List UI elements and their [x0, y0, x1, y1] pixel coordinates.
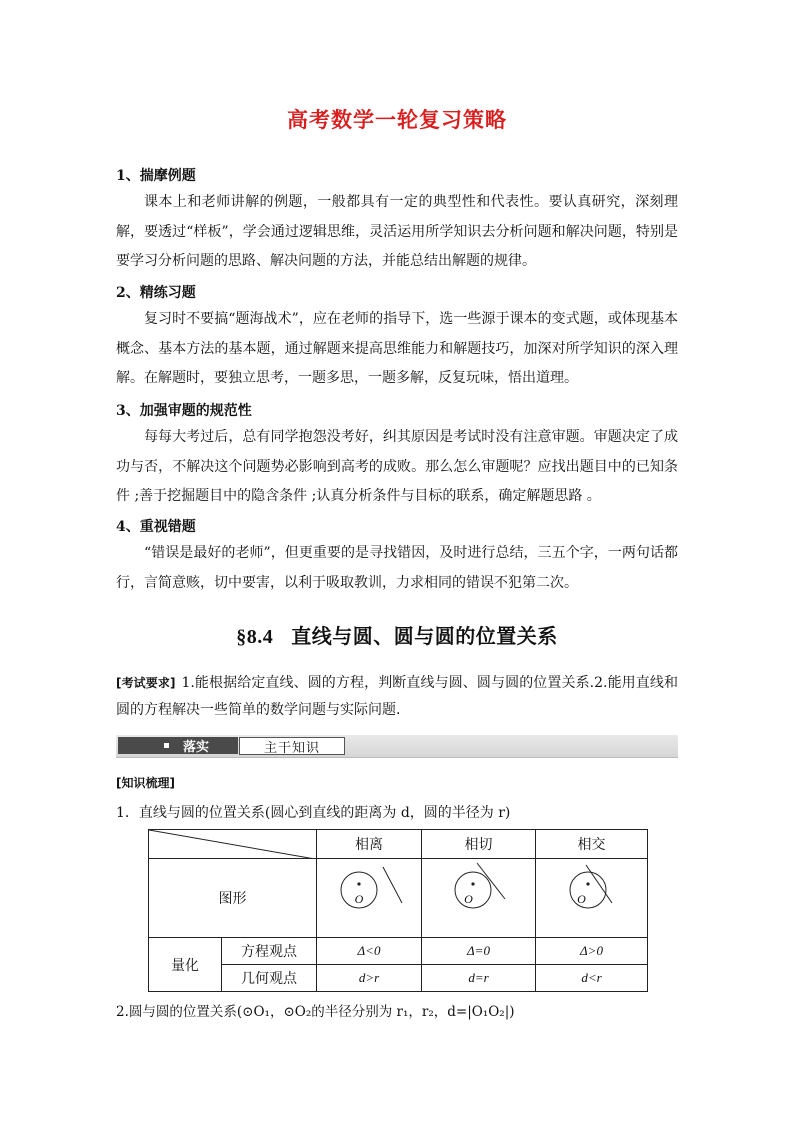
eq-intersect: Δ>0 — [536, 938, 648, 965]
center-label: O — [354, 892, 364, 906]
section-text-1: 课本上和老师讲解的例题，一般都具有一定的典型性和代表性。要认真研究，深刻理解，要透过“样板”，学会通过逻辑思维，灵活运用所学知识去分析问题和解决问题，特别是要学习分析问题的思路、解决问题的方法，并能总结出解题的规律。 — [116, 194, 678, 269]
exam-requirement — [116, 670, 678, 724]
circle-line-tangent-figure — [429, 859, 529, 917]
figure-row-label: 图形 — [149, 859, 317, 938]
banner-left-label: 落实 — [183, 740, 210, 755]
section-text-3: 每每大考过后，总有同学抱怨没考好，纠其原因是考试时没有注意审题。审题决定了成功与否，不解决这个问题势必影响到高考的成败。那么怎么审题呢？应找出题目中的已知条件 ;善于挖掘题目中的隐含条件 ;认真分析条件与目标的联系，确定解题思路 。 — [116, 429, 678, 504]
page-title: 高考数学一轮复习策略 — [287, 108, 507, 132]
geometry-view-label: 几何观点 — [222, 965, 317, 992]
geo-separate: d>r — [317, 965, 422, 992]
diagonal-header-cell — [149, 830, 317, 859]
section-heading-4: 4、重视错题 — [116, 519, 196, 535]
knowledge-tag: [知识梳理] — [116, 776, 175, 790]
geo-tangent: d=r — [422, 965, 536, 992]
relation-table — [148, 829, 648, 992]
equation-view-label: 方程观点 — [222, 938, 317, 965]
geo-intersect: d<r — [536, 965, 648, 992]
requirement-tag: [考试要求] — [116, 676, 176, 690]
figure-tangent — [422, 859, 536, 938]
chapter-heading — [0, 620, 794, 649]
section-text-2: 复习时不要搞“题海战术”，应在老师的指导下，选一些源于课本的变式题，或体现基本概念、基本方法的基本题，通过解题来提高思维能力和解题技巧，加深对所学知识的深入理解。在解题时，要独立思考，一题多思，一题多解，反复玩味，悟出道理。 — [116, 311, 678, 386]
section-heading-1: 1、揣摩例题 — [116, 168, 196, 184]
item-2-text: 2.圆与圆的位置关系(⊙O₁，⊙O₂的半径分别为 r₁，r₂，d=|O₁O₂|) — [116, 1004, 515, 1020]
figure-separate — [317, 859, 422, 938]
square-bullet-icon — [164, 743, 169, 748]
quant-row-label: 量化 — [149, 938, 222, 992]
center-label: O — [464, 892, 473, 906]
eq-tangent: Δ=0 — [422, 938, 536, 965]
banner-right-label: 主干知识 — [263, 740, 320, 756]
chapter-number: §8.4 — [236, 626, 274, 648]
section-text-4: “错误是最好的老师”，但更重要的是寻找错因，及时进行总结，三五个字，一两句话都行，言简意赅，切中要害，以利于吸取教训，力求相同的错误不犯第二次。 — [116, 545, 678, 591]
header-intersect: 相交 — [536, 830, 648, 859]
banner-right — [239, 737, 345, 755]
chapter-title: 直线与圆、圆与圆的位置关系 — [291, 624, 558, 648]
header-tangent: 相切 — [422, 830, 536, 859]
header-separate: 相离 — [317, 830, 422, 859]
circle-line-intersect-figure — [542, 859, 642, 917]
requirement-text: 1.能根据给定直线、圆的方程，判断直线与圆、圆与圆的位置关系.2.能用直线和圆的方程解决一些简单的数学问题与实际问题. — [116, 675, 678, 718]
diagonal-line — [149, 830, 315, 859]
section-heading-3: 3、加强审题的规范性 — [116, 403, 252, 419]
section-banner — [116, 735, 678, 758]
banner-left — [118, 737, 238, 754]
circle-line-separate-figure — [319, 859, 419, 917]
item-1-text: 1．直线与圆的位置关系(圆心到直线的距离为 d，圆的半径为 r) — [116, 805, 511, 821]
center-label: O — [577, 892, 586, 906]
eq-separate: Δ<0 — [317, 938, 422, 965]
section-heading-2: 2、精练习题 — [116, 285, 196, 301]
figure-intersect — [536, 859, 648, 938]
